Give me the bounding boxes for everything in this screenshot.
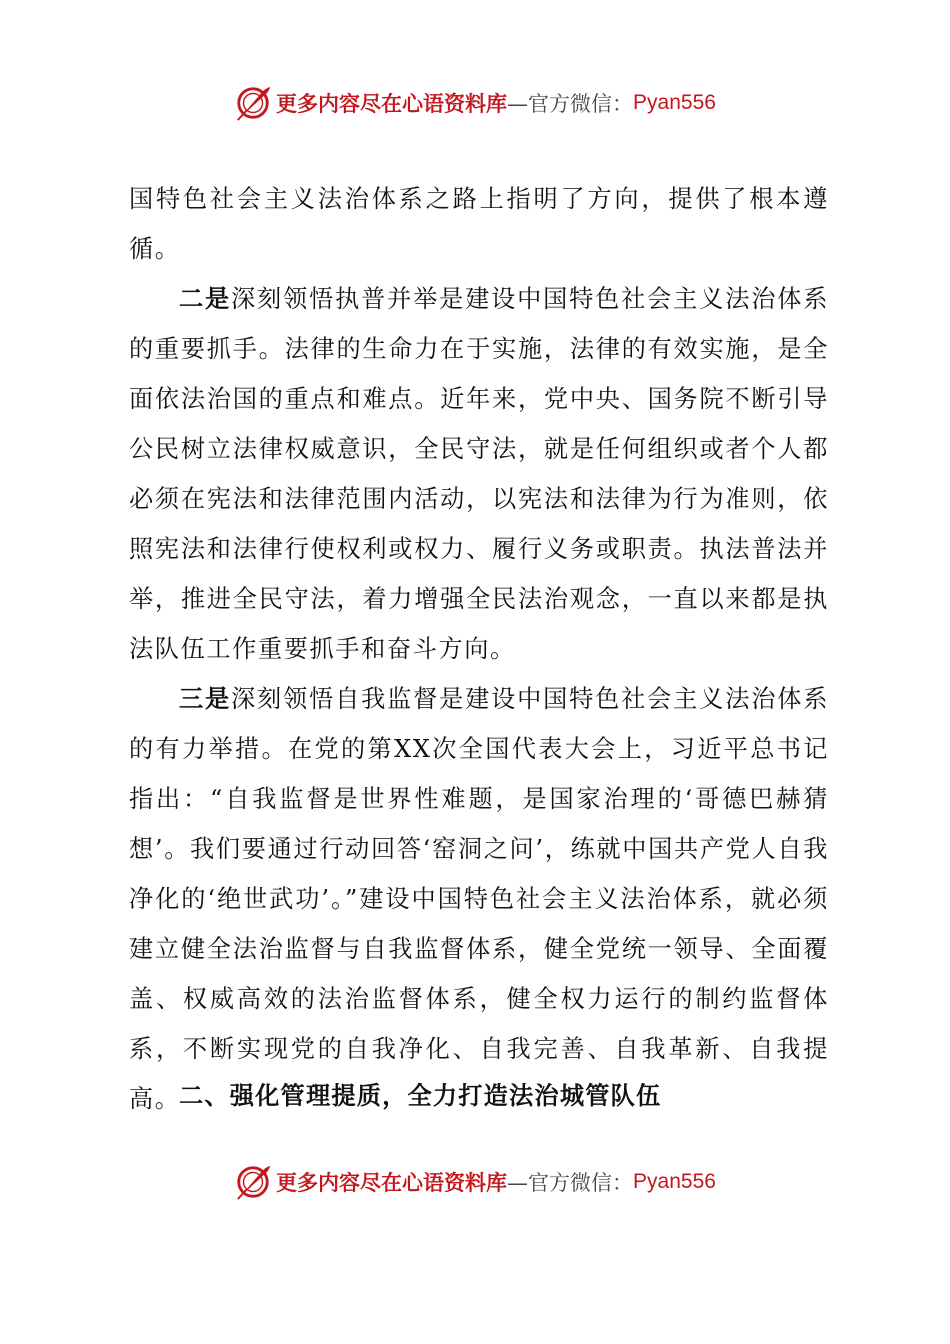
paragraph-point-three bbox=[129, 674, 829, 1124]
paragraph-lead: 二是 bbox=[179, 284, 232, 313]
header-brand-text: 更多内容尽在心语资料库 bbox=[276, 91, 508, 116]
header-banner bbox=[0, 84, 950, 122]
paragraph-lead: 三是 bbox=[179, 684, 232, 713]
quill-pen-logo-icon bbox=[234, 84, 272, 122]
footer-banner bbox=[0, 1163, 950, 1201]
paragraph-text: 国特色社会主义法治体系之路上指明了方向，提供了根本遵循。 bbox=[129, 185, 829, 263]
footer-brand-text: 更多内容尽在心语资料库 bbox=[276, 1170, 508, 1195]
paragraph-continuation bbox=[129, 174, 829, 274]
paragraph-text: 深刻领悟自我监督是建设中国特色社会主义法治体系的有力举措。在党的第XX次全国代表大会上，习近平总书记指出：“自我监督是世界性难题，是国家治理的‘哥德巴赫猜想’。我们要通过行动回答‘窑洞之问’，练就中国共产党人自我净化的‘绝世武功’。”建设中国特色社会主义法治体系，就必须建立健全法治监督与自我监督体系，健全党统一领导、全面覆盖、权威高效的法治监督体系，健全权力运行的制约监督体系，不断实现党的自我净化、自我完善、自我革新、自我提高。 bbox=[129, 685, 830, 1113]
header-separator-text: —官方微信： bbox=[507, 92, 634, 116]
footer-account-id: Pyan556 bbox=[633, 1170, 716, 1193]
paragraph-text: 深刻领悟执普并举是建设中国特色社会主义法治体系的重要抓手。法律的生命力在于实施，法律的有效实施，是全面依法治国的重点和难点。近年来，党中央、国务院不断引导公民树立法律权威意识，全民守法，就是任何组织或者个人都必须在宪法和法律范围内活动，以宪法和法律为行为准则，依照宪法和法律行使权利或权力、履行义务或职责。执法普法并举，推进全民守法，着力增强全民法治观念，一直以来都是执法队伍工作重要抓手和奋斗方向。 bbox=[129, 285, 830, 663]
header-account-id: Pyan556 bbox=[633, 91, 716, 114]
paragraph-point-two bbox=[129, 274, 829, 674]
footer-separator-text: —官方微信： bbox=[507, 1171, 634, 1195]
section-heading: 二、强化管理提质，全力打造法治城管队伍 bbox=[179, 1081, 662, 1110]
document-body bbox=[129, 174, 829, 1124]
quill-pen-logo-icon bbox=[234, 1163, 272, 1201]
